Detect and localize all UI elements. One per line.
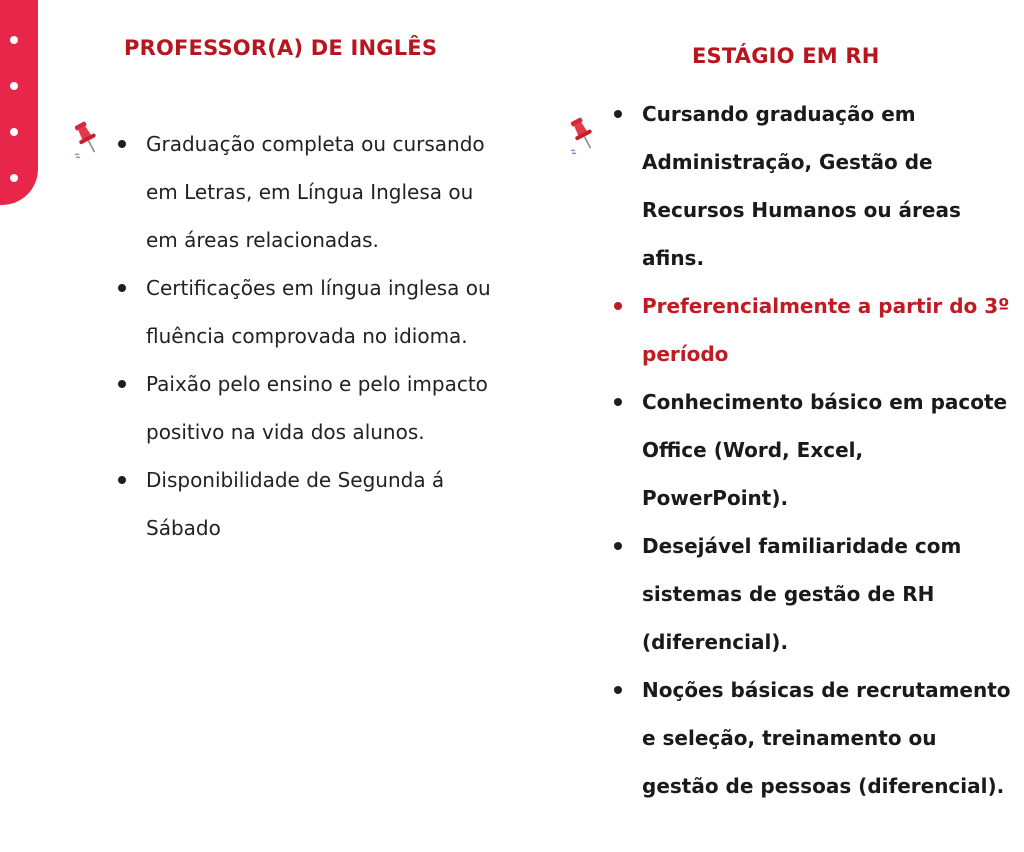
right-column-title: ESTÁGIO EM RH bbox=[692, 44, 880, 68]
list-item bbox=[614, 378, 1014, 522]
list-item-text: Conhecimento básico em pacote Office (Word, Excel, PowerPoint). bbox=[642, 390, 1008, 510]
list-item bbox=[118, 456, 498, 552]
bullet-icon bbox=[118, 380, 126, 388]
list-item-text: Noções básicas de recrutamento e seleção, treinamento ou gestão de pessoas (diferencial). bbox=[642, 678, 1011, 798]
bullet-icon bbox=[614, 110, 622, 118]
list-item bbox=[118, 264, 498, 360]
list-item-text: Cursando graduação em Administração, Gestão de Recursos Humanos ou áreas afins. bbox=[642, 102, 961, 270]
tab-dot bbox=[10, 82, 18, 90]
list-item bbox=[614, 90, 1014, 282]
bullet-icon bbox=[118, 140, 126, 148]
list-item-text: Disponibilidade de Segunda á Sábado bbox=[146, 468, 445, 540]
tab-dot bbox=[10, 36, 18, 44]
tab-dot bbox=[10, 174, 18, 182]
bullet-icon bbox=[614, 686, 622, 694]
list-item-text: Certificações em língua inglesa ou fluência comprovada no idioma. bbox=[146, 276, 491, 348]
pushpin-icon bbox=[72, 120, 102, 160]
left-column-title: PROFESSOR(A) DE INGLÊS bbox=[124, 36, 438, 60]
pushpin-icon bbox=[568, 116, 598, 156]
list-item-text: Desejável familiaridade com sistemas de gestão de RH (diferencial). bbox=[642, 534, 962, 654]
bullet-icon bbox=[118, 284, 126, 292]
list-item bbox=[614, 666, 1014, 810]
list-item bbox=[118, 120, 498, 264]
bullet-icon bbox=[614, 302, 622, 310]
bullet-icon bbox=[614, 542, 622, 550]
list-item-text: Paixão pelo ensino e pelo impacto positivo na vida dos alunos. bbox=[146, 372, 488, 444]
right-requirements-list bbox=[614, 90, 1014, 810]
decorative-side-tab bbox=[0, 0, 38, 205]
list-item bbox=[614, 522, 1014, 666]
bullet-icon bbox=[118, 476, 126, 484]
left-requirements-list bbox=[118, 120, 498, 552]
list-item-text: Graduação completa ou cursando em Letras, em Língua Inglesa ou em áreas relacionadas. bbox=[146, 132, 485, 252]
list-item bbox=[118, 360, 498, 456]
list-item-highlighted bbox=[614, 282, 1014, 378]
bullet-icon bbox=[614, 398, 622, 406]
tab-dot bbox=[10, 128, 18, 136]
list-item-text: Preferencialmente a partir do 3º período bbox=[642, 294, 1010, 366]
